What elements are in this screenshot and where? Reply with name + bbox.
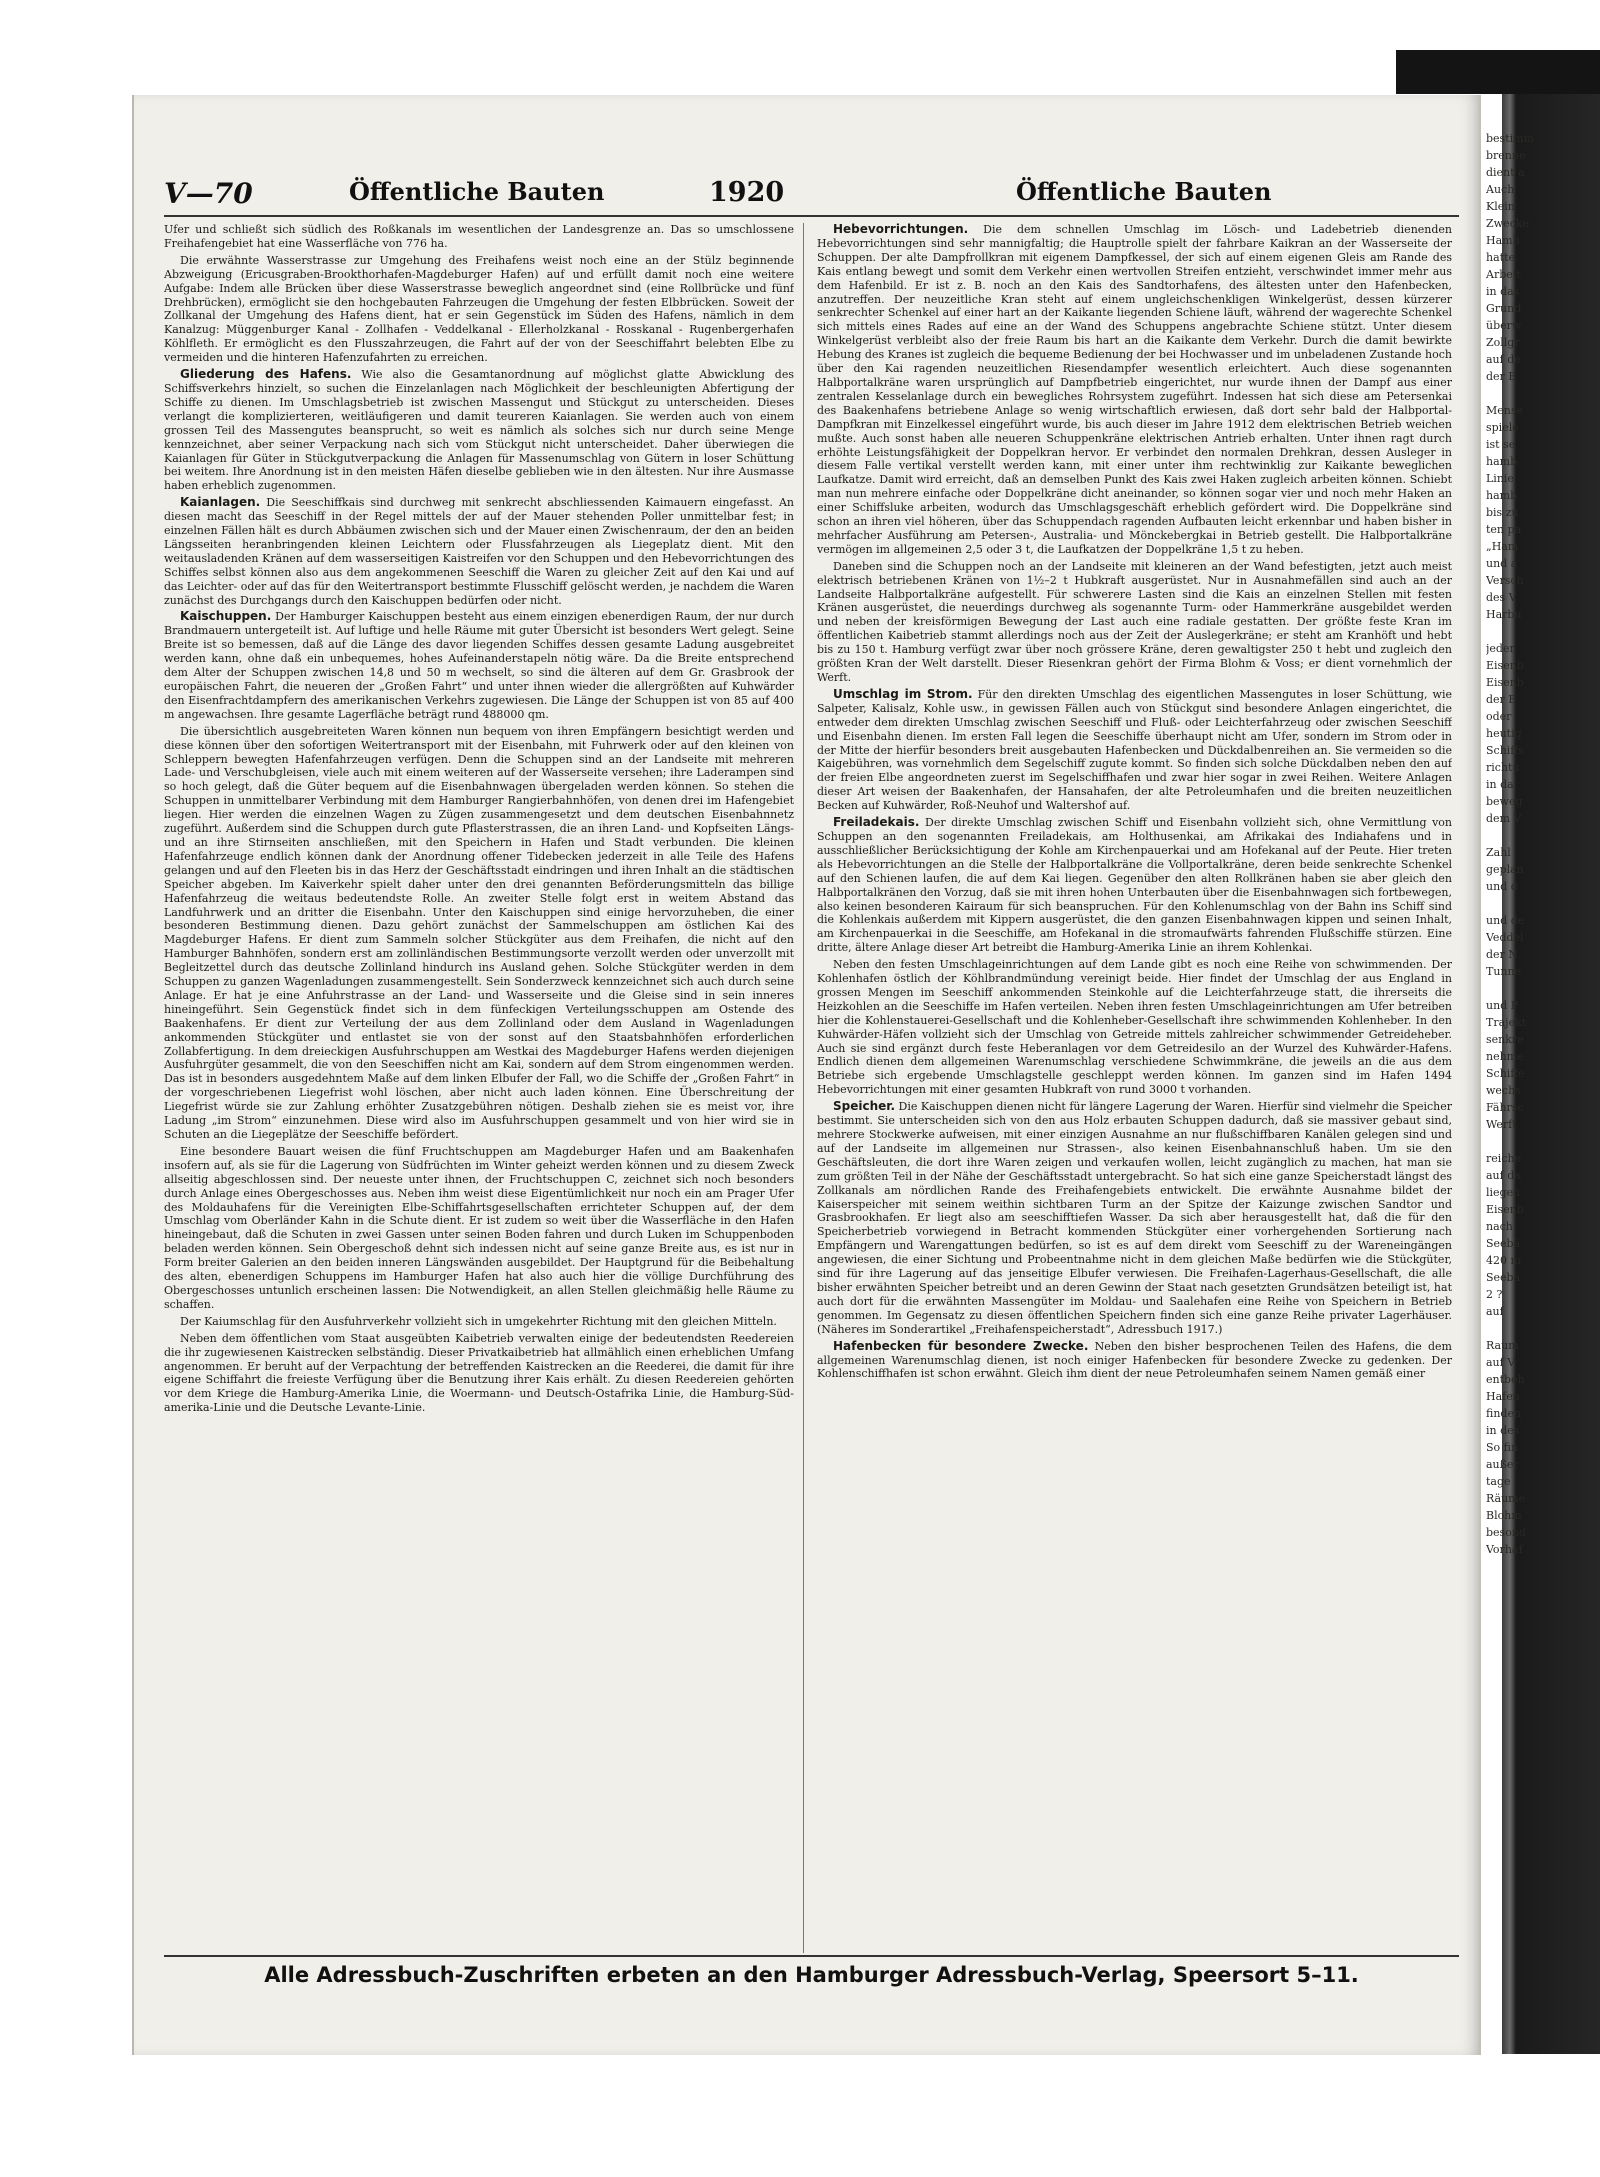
section-heading: Kaischuppen. xyxy=(180,609,272,624)
paragraph: Die übersichtlich ausgebreiteten Waren können nun bequem von ihren Empfängern besichtigt werden und diese können über den sofortigen Weitertransport mit der Eisenbahn, mit Fuhrwerk oder auf den kleinen von Schleppern bewegten Hafenfahrzeugen verfügen. Denn die Schuppen sind an der Landseite mit mehreren Lade- und Verschubgleisen, viele auch mit einem weiteren auf der Wasserseite versehen; ihre Laderampen sind so hoch gelegt, daß die Güter bequem auf die Eisenbahnwagen übergeladen werden können. So stehen die Schuppen in unmittelbarer Verbindung mit dem Hamburger Rangierbahnhöfen, von denen drei im Hafengebiet liegen. Hier werden die einzelnen Wagen zu Zügen zusammengesetzt und dem deutschen Eisenbahnnetz zugeführt. Außerdem sind die Schuppen durch gute Pflasterstrassen, die an ihren Land- und Kopfseiten Längs- und an ihre Stirnseiten anschließen, mit den Speichern in Hafen und Stadt verbunden. Die kleinen Hafenfahrzeuge endlich können dank der Anordnung offener Tidebecken jederzeit in alle Teile des Hafens gelangen und auf den Fleeten bis in das Herz der Geschäftsstadt eindringen und ihren Inhalt an die städtischen Speicher abgeben. Im Kaiverkehr spielt daher unter den drei genannten Beförderungsmitteln das billige Hafenfahrzeug die weitaus bedeutendste Rolle. An zweiter Stelle folgt erst in weitem Abstand das Landfuhrwerk und an dritter die Eisenbahn. Unter den Kaischuppen sind einige hervorzuheben, die einer besonderen Bestimmung dienen. Dazu gehört zunächst der Sammelschuppen am östlichen Kai des Magdeburger Hafens. Er dient zum Sammeln solcher Stückgüter aus dem Freihafen, die nicht auf den Hamburger Bahnhöfen, sondern erst am zollinländischen Bestimmungsorte verzollt werden oder unverzollt mit Begleitzettel durch das deutsche Zollinland hindurch ins Ausland gehen. Solche Stückgüter werden in dem Schuppen zu ganzen Wagenladungen zusammengestellt. Sein Sonderzweck kennzeichnet sich auch durch seine Anlage. Er hat je eine Anfuhrstrasse an der Land- und Wasserseite und die Gleise sind in sein inneres hineingeführt. Sein Gegenstück findet sich in dem fünfeckigen Verteilungsschuppen am Ostende des Baakenhafens. Er dient zur Verteilung der aus dem Zollinland oder dem Ausland in Wagenladungen ankommenden Stückgüter und entlastet sie von der sonst auf den Staatsbahnhöfen erforderlichen Zollabfertigung. In dem dreieckigen Ausfuhrschuppen am Westkai des Magdeburger Hafens werden diejenigen Ausfuhrgüter gesammelt, die von den Seeschiffen nicht am Kai, sondern auf dem Strom eingenommen werden. Das ist in besonders ausgedehntem Maße auf dem linken Elbufer der Fall, wo die Schiffe der „Großen Fahrt“ in der vorgeschriebenen Liegefrist wohl löschen, aber nicht auch laden können. Eine Überschreitung der Liegefrist würde sie zur Zahlung erhöhter Zusatzgebühren nötigen. Deshalb ziehen sie es meist vor, ihre Ladung „im Strom“ einzunehmen. Diese wird also im Ausfuhrschuppen gesammelt und von hier wird sie in Schuten an die Liegeplätze der Seeschiffe befördert. xyxy=(164,724,794,1141)
next-page-line: Blohm xyxy=(1486,1509,1522,1522)
next-page-line: brenne xyxy=(1486,149,1526,162)
next-page-line: oder xyxy=(1486,710,1512,723)
next-page-line: auf xyxy=(1486,1305,1504,1318)
next-page-fragment xyxy=(1486,130,1600,2030)
next-page-line: Seebä xyxy=(1486,1237,1521,1250)
next-page-line: und d xyxy=(1486,880,1518,893)
next-page-line: auf V xyxy=(1486,1356,1516,1369)
next-page-line xyxy=(1486,895,1600,912)
next-page-line xyxy=(1486,827,1600,844)
section-heading: Hafenbecken für besondere Zwecke. xyxy=(833,1338,1089,1353)
paragraph xyxy=(164,496,794,607)
next-page-line: richtu xyxy=(1486,761,1520,774)
running-title-left: Öffentliche Bauten xyxy=(349,177,605,206)
next-page-line: „Ham xyxy=(1486,540,1519,553)
next-page-line: senkre xyxy=(1486,1033,1524,1046)
next-page-line: Hafen xyxy=(1486,1390,1520,1403)
next-page-line xyxy=(1486,980,1600,997)
next-page-line: heutig xyxy=(1486,727,1522,740)
next-page-line: Zollgr xyxy=(1486,336,1520,349)
next-page-line: Seebä xyxy=(1486,1271,1521,1284)
paragraph: Eine besondere Bauart weisen die fünf Fruchtschuppen am Magdeburger Hafen und am Baakenhafen insofern auf, als sie für die Lagerung von Südfrüchten im Winter geheizt werden können und zu diesem Zweck allseitig abgeschlossen sind. Der neueste unter ihnen, der Fruchtschuppen C, zeichnet sich noch besonders durch Anlage eines Obergeschosses aus. Neben ihm weist diese Eigentümlichkeit nur noch ein am Prager Ufer des Moldauhafens für die Vereinigten Elbe-Schiffahrtsgesellschaften errichteter Schuppen auf, der dem Umschlag vom Oberländer Kahn in die Schute dient. Er ist zudem so weit über die Wasserfläche in den Hafen hineingebaut, daß die Schuten in zwei Gassen unter seinen Boden fahren und durch Luken im Schuppenboden beladen werden können. Sein Obergeschoß dehnt sich indessen nicht auf seine ganze Breite aus, es ist nur in Form breiter Galerien an den beiden inneren Längswänden ausgebildet. Der Hauptgrund für die Beibehaltung des alten, ebenerdigen Schuppens im Hamburger Hafen hat also auch hier die völlige Durchführung des Obergeschosses untunlich erscheinen lassen: Die Notwendigkeit, an allen Stellen gleichmäßig helle Räume zu schaffen. xyxy=(164,1144,794,1311)
column-divider xyxy=(803,223,804,1953)
next-page-line: Hamb xyxy=(1486,234,1520,247)
next-page-line: Mense xyxy=(1486,404,1524,417)
next-page-line: Vorhaf xyxy=(1486,1543,1523,1556)
next-page-line: Trajekt xyxy=(1486,1016,1527,1029)
paragraph: Die erwähnte Wasserstrasse zur Umgehung des Freihafens weist noch eine an der Stülz beginnende Abzweigung (Ericusgraben-Brookthorhafen-Magdeburger Hafen) auf und erfüllt damit noch eine weitere Aufgabe: Indem alle Brücken über diese Wasserstrasse beweglich angeordnet sind (eine Rollbrücke und fünf Drehbrücken), ermöglicht sie den hochgebauten Fahrzeugen die Umgehung der festen Elbbrücken. Soweit der Zollkanal der Umgehung des Hafens dient, hat er sein Gegenstück im Süden des Hafens, nämlich in dem Kanalzug: Müggenburger Kanal - Zollhafen - Veddelkanal - Ellerholzkanal - Rosskanal - Rugenbergerhafen Köhlfleth. Er ermöglicht es den Flusszahrzeugen, die Fahrt auf der von der Seeschiffahrt belebten Elbe zu vermeiden und die hinteren Hafenzufahrten zu erreichen. xyxy=(164,253,794,365)
next-page-line: Werft xyxy=(1486,1118,1517,1131)
paragraph-text: Die dem schnellen Umschlag im Lösch- und Ladebetrieb dienenden Hebevorrichtungen sind sehr mannigfaltig; die Hauptrolle spielt der fahrbare Kaikran an der Wasserseite der Schuppen. Der alte Dampfrollkran mit eigenem Dampfkessel, der sich auf einem eigenen Gleis am Rande des Kais entlang bewegt und somit dem Verkehr einen wertvollen Streifen entzieht, verschwindet immer mehr aus dem Hafenbild. Er ist z. B. noch an den Kais des Sandtorhafens, des ältesten unter den Hafenbecken, anzutreffen. Der neuzeitliche Kran steht auf einem ungleichschenkligen Winkelgerüst, dessen kürzerer senkrechter Schenkel auf einer hart an der Kaikante liegenden Schiene läuft, während der wagerechte Schenkel sich mittels eines Rades auf eine an der Wand des Schuppens angebrachte Schiene stützt. Unter diesem Winkelgerüst verbleibt also der freie Raum bis hart an die Kaikante dem Verkehr. Durch die damit bewirkte Hebung des Kranes ist zugleich die bequeme Bedienung der bei Hochwasser und im unbeladenen Zustande hoch über den Kai ragenden neuzeitlichen Riesendampfer wesentlich erleichtert. Auch diese sogenannten Halbportalkräne waren ursprünglich auf Dampfbetrieb eingerichtet, nur wurde ihnen der Dampf aus einer zentralen Kesselanlage durch ein bewegliches Rohrsystem zugeführt. Indessen hat sich diese am Petersenkai des Baakenhafens betriebene Anlage so wenig wirtschaftlich erwiesen, daß dort sehr bald der Halbportal-Dampfkran mit Einzelkessel eingeführt wurde, bis auch dieser im Jahre 1912 dem elektrischen Betrieb weichen mußte. Auch sonst haben alle neueren Schuppenkräne elektrischen Antrieb erhalten. Unter ihnen ragt durch erhöhte Leistungsfähigkeit der Doppelkran hervor. Er verbindet den normalen Drehkran, dessen Ausleger in diesem Falle vertikal verstellt werden kann, mit einer unter ihm rechtwinklig zur Kaikante beweglichen Laufkatze. Damit wird erreicht, daß an demselben Punkt des Kais zwei Haken zugleich arbeiten können. Schiebt man nun mehrere einfache oder Doppelkräne dicht aneinander, so können sogar vier und noch mehr Haken an einer Schiffsluke arbeiten, wodurch das Umschlagsgeschäft erheblich gefördert wird. Die Doppelkräne sind schon an ihren viel höheren, über das Schuppendach ragenden Aufbauten leicht erkennbar und haben bisher in mehrfacher Ausführung am Petersen-, Australia- und Mönckebergkai in Betrieb gestellt. Die Halbportalkräne vermögen im allgemeinen 2,5 oder 3 t, die Laufkatzen der Doppelkräne 1,5 t zu heben. xyxy=(817,223,1452,556)
paragraph xyxy=(817,1100,1452,1336)
paragraph: Daneben sind die Schuppen noch an der Landseite mit kleineren an der Wand befestigten, jetzt auch meist elektrisch betriebenen Kränen von 1½–2 t Hubkraft ausgerüstet. Nur in Ausnahmefällen sind auch an der Landseite Halbportalkräne aufgestellt. Für schwerere Lasten sind die Kais an einzelnen Stellen mit festen Kränen ausgerüstet, die neuerdings durchweg als sogenannte Turm- oder Hammerkräne ausgebildet werden und neben der kreisförmigen Bewegung der Last auch eine radiale gestatten. Der größte feste Kran im öffentlichen Kaibetrieb stammt allerdings noch aus der Zeit der Auslegerkräne; er steht am Kranhöft und hebt bis zu 150 t. Hamburg verfügt zwar über noch grössere Kräne, deren gewaltigster 250 t hebt und zugleich den größten Kran der Welt darstellt. Dieser Riesenkran gehört der Firma Blohm & Voss; er dient vornehmlich der Werft. xyxy=(817,559,1452,684)
paragraph: Neben den festen Umschlageinrichtungen auf dem Lande gibt es noch eine Reihe von schwimmenden. Der Kohlenhafen östlich der Köhlbrandmündung vereinigt beide. Hier findet der Umschlag der aus England in grossen Mengen im Seeschiff ankommenden Steinkohle auf die Leichterfahrzeuge statt, die ihrerseits die Heizkohlen an die Seeschiffe im Hafen verteilen. Neben ihren festen Umschlageinrichtungen am Ufer betreiben hier die Kohlenstauerei-Gesellschaft und die Kohlenheber-Gesellschaft ihre schwimmenden Kohlenheber. In den Kuhwärder-Häfen vollzieht sich der Umschlag von Getreide mittels zahlreicher schwimmender Getreideheber. Auch sie sind ergänzt durch feste Heberanlagen vor dem Getreidesilo an der Wurzel des Kuhwärder-Hafens. Endlich dienen dem allgemeinen Warenumschlag verschiedene Schwimmkräne, die jeweils an die aus dem Betriebe sich ergebende Umschlagstelle geschleppt werden können. Im ganzen sind im Hafen 1494 Hebevorrichtungen mit einer gesamten Hubkraft von rund 3000 t vorhanden. xyxy=(817,958,1452,1097)
section-heading: Hebevorrichtungen. xyxy=(833,223,969,236)
next-page-line xyxy=(1486,385,1600,402)
paragraph-text: Die Seeschiffkais sind durchweg mit senkrecht abschliessenden Kaimauern eingefasst. An diesen macht das Seeschiff in der Regel mittels der auf der Mauer stehenden Poller unmittelbar fest; in einzelnen Fällen hält es durch Abbäumen zwischen sich und der Mauer einen Zwischenraum, der den an beiden Längsseiten heranbringenden kleinen Leichtern oder Flussfahrzeugen als Liegeplatz dient. Mit den weitausladenden Kränen auf dem wasserseitigen Kaistreifen vor den Schuppen und den Hebevorrichtungen des Schiffes selbst können also aus dem angekommenen Seeschiff die Waren zu gleicher Zeit auf den Kai und auf das Leichter- oder auf das für den Weitertransport bestimmte Flusschiff gelöscht werden, je nachdem die Waren zunächst des Durchgangs durch den Kaischuppen bedürfen oder nicht. xyxy=(164,496,794,607)
next-page-line: und de xyxy=(1486,914,1525,927)
header-rule xyxy=(164,215,1459,217)
next-page-line: und P xyxy=(1486,999,1519,1012)
right-text-column xyxy=(817,223,1452,1953)
paragraph-text: Für den direkten Umschlag des eigentlichen Massengutes in loser Schüttung, wie Salpeter, Kalisalz, Kohle usw., in gewissen Fällen auch von Stückgut sind besondere Anlagen eingerichtet, die entweder dem direkten Umschlag zwischen Seeschiff und Fluß- oder Leichterfahrzeug oder zwischen Seeschiff und Eisenbahn dienen. Im ersten Fall legen die Seeschiffe überhaupt nicht am Ufer, sondern im Strom oder in der Mitte der hierfür besonders breit ausgebauten Hafenbecken und Dückdalbenreihen an. Sie vermeiden so die Kaigebühren, was vornehmlich dem Segelschiff zugute kommt. So finden sich solche Dückdalben neben den auf der freien Elbe angeordneten zuerst im Segelschiffhafen und zwar hier sogar in zwei Reihen. Weitere Anlagen dieser Art weisen der Baakenhafen, der Hansahafen, der alte Petroleumhafen und die breiten neuzeitlichen Becken auf Kuhwärder, Roß-Neuhof und Waltershof auf. xyxy=(817,687,1452,813)
page-number: V—70 xyxy=(164,177,253,210)
next-page-line: in das xyxy=(1486,285,1520,298)
next-page-line xyxy=(1486,623,1600,640)
paragraph-text: Neben den bisher besprochenen Teilen des Hafens, die dem allgemeinen Warenumschlag dienen, ist noch einiger Hafenbecken für besondere Zwecke zu gedenken. Der Kohlenschiffhafen ist schon erwähnt. Gleich ihm dient der neue Petroleumhafen seinem Namen gemäß einer xyxy=(817,1339,1452,1381)
next-page-line: der E xyxy=(1486,693,1517,706)
next-page-line: dient a xyxy=(1486,166,1525,179)
paragraph xyxy=(164,610,794,721)
next-page-line: der N xyxy=(1486,948,1518,961)
next-page-line: auf da xyxy=(1486,1169,1521,1182)
next-page-line: 420 m xyxy=(1486,1254,1521,1267)
next-page-line: Auch xyxy=(1486,183,1515,196)
next-page-line: Eisenb xyxy=(1486,659,1524,672)
next-page-line: Grund xyxy=(1486,302,1522,315)
next-page-line: außer xyxy=(1486,1458,1519,1471)
next-page-line: ist se xyxy=(1486,438,1516,451)
left-text-column xyxy=(164,223,794,1953)
paragraph xyxy=(817,223,1452,557)
next-page-line: Tunne xyxy=(1486,965,1522,978)
next-page-line: Zwecke xyxy=(1486,217,1529,230)
next-page-line: Versch xyxy=(1486,574,1524,587)
paragraph: Neben dem öffentlichen vom Staat ausgeübten Kaibetrieb verwalten einige der bedeutendsten Reedereien die ihr zugewiesenen Kaistrecken selbständig. Dieser Privatkaibetrieb hat allmählich einen erheblichen Umfang angenommen. Er beruht auf der Verpachtung der betreffenden Kaistrecken an die Reederei, die damit für ihre eigene Schiffahrt die freieste Verfügung über die Benutzung ihrer Kais erhält. Zu diesen Reedereien gehörten vor dem Kriege die Hamburg-Amerika Linie, die Woermann- und Deutsch-Ostafrika Linie, die Hamburg-Süd-amerika-Linie und die Deutsche Levante-Linie. xyxy=(164,1331,794,1415)
paragraph xyxy=(817,1340,1452,1382)
next-page-line: Schiffs xyxy=(1486,744,1524,757)
section-heading: Gliederung des Hafens. xyxy=(180,367,352,382)
next-page-line: finden xyxy=(1486,1407,1522,1420)
next-page-line: bestimm xyxy=(1486,132,1534,145)
paragraph: Der Kaiumschlag für den Ausfuhrverkehr vollzieht sich in umgekehrter Richtung mit den gleichen Mitteln. xyxy=(180,1314,777,1328)
next-page-line: bis zu xyxy=(1486,506,1519,519)
next-page-line: spiele xyxy=(1486,421,1519,434)
next-page-line: Eisenb xyxy=(1486,676,1524,689)
publisher-footer: Alle Adressbuch-Zuschriften erbeten an den Hamburger Adressbuch-Verlag, Speersort 5–11. xyxy=(164,1955,1459,1987)
next-page-line: jeder xyxy=(1486,642,1515,655)
paragraph-text: Die Kaischuppen dienen nicht für längere Lagerung der Waren. Hierfür sind vielmehr die Speicher bestimmt. Sie unterscheiden sich von den aus Holz erbauten Schuppen dadurch, daß sie massiver gebaut sind, mehrere Stockwerke aufweisen, mit einer einzigen Ausnahme an nur flußschiffbaren Kanälen gelegen sind und auf der Landseite im allgemeinen nur Strassen-, also keinen Eisenbahnanschluß haben. Um sie den Geschäftsleuten, die dort ihre Waren zeigen und verkaufen wollen, leicht zugänglich zu machen, hat man sie zum größten Teil in der Nähe der Geschäftsstadt untergebracht. So hat sich eine ganze Speicherstadt längst des Zollkanals am nördlichen Rande des Freihafengebiets entwickelt. Die erwähnte Ausnahme bildet der Kaiserspeicher mit seinem weithin sichtbaren Turm an der Spitze der Kaizunge zwischen Sandtor und Grasbrookhafen. Er liegt also am seeschifftiefen Wasser. Da sich aber herausgestellt hat, daß die für den Speicherbetrieb vorwiegend in Betracht kommenden Stückgüter einer vorhergehenden Sortierung nach Empfängern und Warengattungen bedürfen, so ist es auf dem direkt vom Seeschiff zu der Wareneingängen angewiesen, die einer Sichtung und Probeentnahme nicht in dem gleichen Maße bedürfen wie die Stückgüter, sind für ihre Lagerung auf das jenseitige Elbufer verwiesen. Die Freihafen-Lagerhaus-Gesellschaft, die alle bisher erwähnten Speicher betreibt und an deren Gewinn der Staat nach gesetzten Grundsätzen beteiligt ist, hat auch dort für die erwähnten Massengüter im Moldau- und Saalehafen eine Reihe von Speichern in Betrieb genommen. Im Gegensatz zu diesen öffentlichen Speichern finden sich eine ganze Reihe privater Lagerhäuser. (Näheres im Sonderartikel „Freihafenspeicherstadt“, Adressbuch 1917.) xyxy=(817,1100,1452,1336)
next-page-line: hatte. xyxy=(1486,251,1519,264)
section-heading: Freiladekais. xyxy=(833,815,920,830)
scanner-black-bar xyxy=(1396,50,1600,94)
next-page-line: beweg xyxy=(1486,795,1523,808)
section-heading: Kaianlagen. xyxy=(180,495,261,510)
section-heading: Speicher. xyxy=(833,1099,896,1114)
running-title-right: Öffentliche Bauten xyxy=(1016,177,1272,206)
next-page-line: wechs xyxy=(1486,1084,1521,1097)
next-page-line: Fährsc xyxy=(1486,1101,1524,1114)
next-page-line: Klein xyxy=(1486,200,1515,213)
paragraph xyxy=(817,816,1452,955)
header-year: 1920 xyxy=(709,177,785,208)
next-page-line: liegen xyxy=(1486,1186,1521,1199)
next-page-line: Räume xyxy=(1486,1492,1526,1505)
next-page-line: der E xyxy=(1486,370,1517,383)
next-page-line: in des xyxy=(1486,1424,1520,1437)
paragraph: Ufer und schließt sich südlich des Roßkanals im wesentlichen der Landesgrenze an. Das so umschlossene Freihafengebiet hat eine Wasserfläche von 776 ha. xyxy=(164,223,794,250)
scanned-page xyxy=(132,95,1481,2055)
next-page-line: Eisenb xyxy=(1486,1203,1524,1216)
next-page-line: des V xyxy=(1486,591,1517,604)
paragraph-text: Der direkte Umschlag zwischen Schiff und Eisenbahn vollzieht sich, ohne Vermittlung von Schuppen an den sogenannten Freiladekais, am Holthusenkai, am Afrikakai des Indiahafens und in ausschließlicher Berücksichtigung der Kohle am Kirchenpauerkai und am Hofekanal auf der Peute. Hier treten als Hebevorrichtungen an die Stelle der Halbportalkräne die Vollportalkräne, deren beide senkrechte Schenkel auf den Schienen laufen, die auf dem Kai liegen. Gegenüber den alten Rollkränen haben sie aber gleich den Halbportalkränen den Vorzug, daß sie mit ihren hohen Unterbauten über die Eisenbahnwagen sich fortbewegen, also keinen besonderen Kairaum für sich beanspruchen. Für den Kohlenumschlag von der Bahn ins Schiff sind die Kohlenkais außerdem mit Kippern ausgerüstet, die den ganzen Eisenbahnwagen kippen und seinen Inhalt, am Kirchenpauerkai in die Seeschiffe, am Hofekanal in die stromaufwärts fahrenden Flußschiffe stürzen. Eine dritte, ältere Anlage dieser Art betreibt die Hamburg-Amerika Linie an ihrem Kohlenkai. xyxy=(817,816,1452,955)
next-page-line: besond xyxy=(1486,1526,1526,1539)
next-page-line xyxy=(1486,1320,1600,1337)
next-page-line: Schiffe xyxy=(1486,1067,1525,1080)
next-page-line: geplan xyxy=(1486,863,1524,876)
paragraph xyxy=(164,368,794,493)
next-page-line: und a xyxy=(1486,557,1518,570)
next-page-line: Harbu xyxy=(1486,608,1522,621)
next-page-line: entbeh xyxy=(1486,1373,1525,1386)
next-page-line: Zahl xyxy=(1486,846,1511,859)
next-page-line: Arbeit xyxy=(1486,268,1521,281)
next-page-line: 2 ? xyxy=(1486,1288,1503,1301)
next-page-line: auf de xyxy=(1486,353,1521,366)
next-page-line: überw xyxy=(1486,319,1522,332)
next-page-line: nehme xyxy=(1486,1050,1524,1063)
next-page-line: hamb xyxy=(1486,489,1518,502)
next-page-line: Veddel xyxy=(1486,931,1524,944)
next-page-line: dem V xyxy=(1486,812,1522,825)
next-page-line: nach xyxy=(1486,1220,1513,1233)
next-page-line: in da xyxy=(1486,778,1514,791)
next-page-line: Raum xyxy=(1486,1339,1519,1352)
page-header xyxy=(164,177,1459,217)
next-page-line: So fin xyxy=(1486,1441,1519,1454)
next-page-line: Linie xyxy=(1486,472,1514,485)
next-page-line xyxy=(1486,1133,1600,1150)
paragraph xyxy=(817,688,1452,813)
next-page-line: tage xyxy=(1486,1475,1511,1488)
section-heading: Umschlag im Strom. xyxy=(833,686,973,701)
next-page-line: ten pa xyxy=(1486,523,1522,536)
paragraph-text: Wie also die Gesamtanordnung auf möglichst glatte Abwicklung des Schiffsverkehrs hinzielt, so suchen die Einzelanlagen nach Möglichkeit der beschleunigten Abfertigung der Schiffe zu dienen. Im Umschlagsbetrieb ist zwischen Massengut und Stückgut zu unterscheiden. Dieses verlangt die komplizierteren, weitläufigeren und damit teureren Kaianlagen. Sie werden auch von einem grossen Teil des Massengutes beansprucht, so weit es nämlich als solches sich nur durch seine Menge kennzeichnet, aber seiner Verpackung nach sich vom Stückgut nicht unterscheidet. Daher überwiegen die Kaianlagen für Güter in Stückgutverpackung die Anlagen für Massenumschlag von Gütern in loser Schüttung bei weitem. Ihre Anordnung ist in den meisten Häfen dieselbe geblieben wie in den ältesten. Nur ihre Ausmasse haben erheblich zugenommen. xyxy=(164,368,794,493)
paragraph-text: Der Hamburger Kaischuppen besteht aus einem einzigen ebenerdigen Raum, der nur durch Brandmauern untergeteilt ist. Auf luftige und helle Räume mit guter Übersicht ist besonders Wert gelegt. Seine Breite ist so bemessen, daß auf die Länge des davor liegenden Schiffes dessen gesamte Ladung ausgebreitet werden kann, ohne daß ein unbequemes, hohes Aufeinanderstapeln nötig wäre. Da die Breite entsprechend dem Alter der Schuppen zwischen 14,8 und 50 m wechselt, so sind die älteren auf dem Gr. Grasbrook der europäischen Fahrt, die neueren der „Großen Fahrt“ und unter ihnen wieder die allergrößten auf Kuhwärder den Eisenfrachtdampfern des amerikanischen Verkehrs zugewiesen. Die Länge der Schuppen ist von 85 auf 400 m angewachsen. Ihre gesamte Lagerfläche beträgt rund 488000 qm. xyxy=(164,610,794,721)
next-page-line: hamb xyxy=(1486,455,1518,468)
next-page-line: reiche xyxy=(1486,1152,1522,1165)
